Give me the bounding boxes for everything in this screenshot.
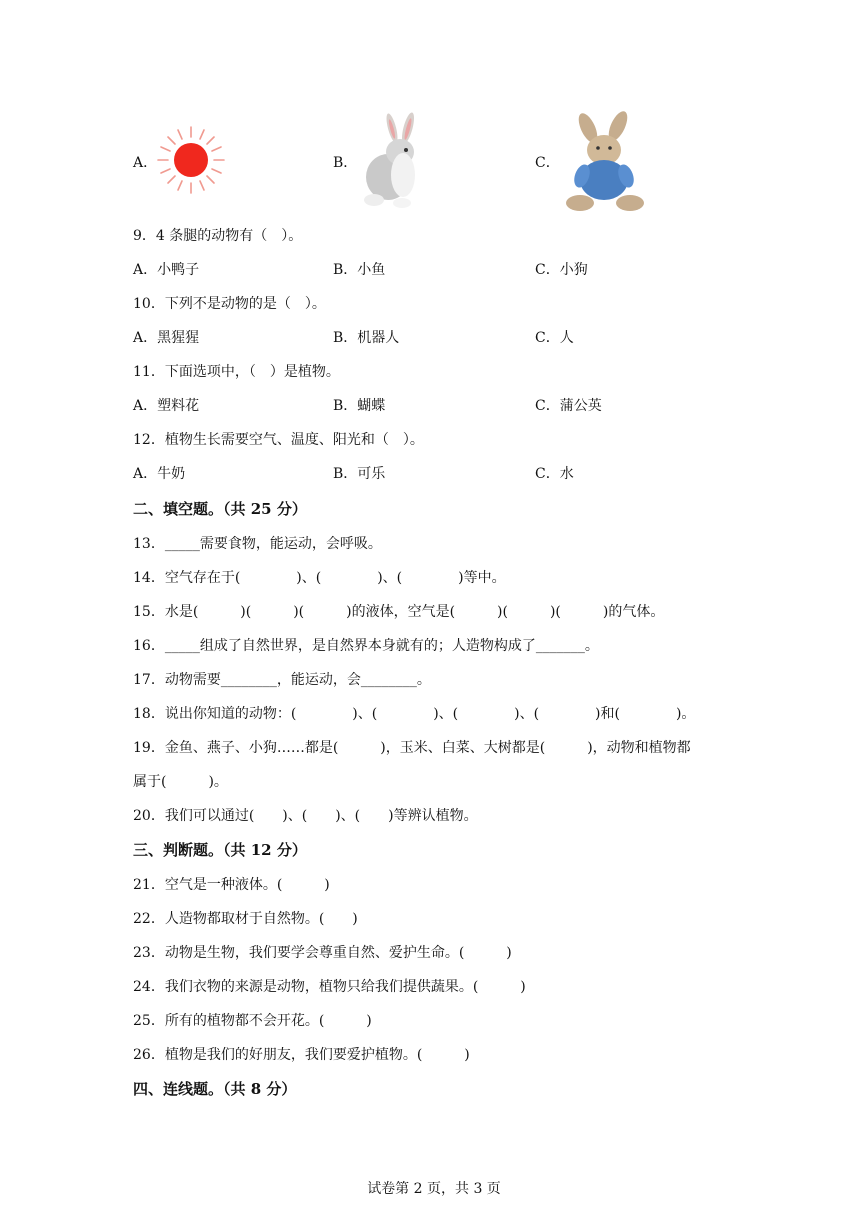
q11-option-b[interactable]: B．蝴蝶	[333, 398, 386, 414]
question-18: 18．说出你知道的动物：( )、( )、( )、( )和( )。	[133, 706, 696, 722]
question-19-line-2: 属于( )。	[133, 774, 228, 790]
question-15: 15．水是( )( )( )的液体，空气是( )( )( )的气体。	[133, 604, 665, 620]
option-c-label: C．	[535, 155, 560, 171]
option-b-label: B．	[333, 155, 358, 171]
toy-rabbit-icon	[558, 110, 653, 215]
sun-icon	[156, 125, 226, 195]
question-19-line-1: 19．金鱼、燕子、小狗……都是( )，玉米、白菜、大树都是( )，动物和植物都	[133, 740, 691, 756]
q11-option-a[interactable]: A．塑料花	[133, 398, 200, 414]
option-a-label: A．	[133, 155, 158, 171]
question-25: 25．所有的植物都不会开花。( )	[133, 1013, 372, 1029]
q12-option-a[interactable]: A．牛奶	[133, 466, 186, 482]
question-26: 26．植物是我们的好朋友，我们要爱护植物。( )	[133, 1047, 470, 1063]
question-13: 13．_____需要食物，能运动，会呼吸。	[133, 536, 382, 552]
question-17: 17．动物需要________，能运动，会________。	[133, 672, 431, 688]
question-21: 21．空气是一种液体。( )	[133, 877, 330, 893]
question-24: 24．我们衣物的来源是动物，植物只给我们提供蔬果。( )	[133, 979, 526, 995]
question-20: 20．我们可以通过( )、( )、( )等辨认植物。	[133, 808, 478, 824]
q10-option-c[interactable]: C．人	[535, 330, 574, 346]
page-footer: 试卷第 2 页，共 3 页	[367, 1181, 501, 1197]
q10-option-a[interactable]: A．黑猩猩	[133, 330, 200, 346]
question-11: 11．下面选项中，（ ）是植物。	[133, 364, 340, 380]
section-2-heading: 二、填空题。（共 25 分）	[133, 500, 307, 518]
section-4-heading: 四、连线题。（共 8 分）	[133, 1080, 297, 1098]
question-9: 9．4 条腿的动物有（ ）。	[133, 228, 303, 244]
q9-option-b[interactable]: B．小鱼	[333, 262, 386, 278]
q12-option-c[interactable]: C．水	[535, 466, 574, 482]
q11-option-c[interactable]: C．蒲公英	[535, 398, 602, 414]
question-10: 10．下列不是动物的是（ ）。	[133, 296, 326, 312]
q10-option-b[interactable]: B．机器人	[333, 330, 400, 346]
question-22: 22．人造物都取材于自然物。( )	[133, 911, 358, 927]
question-23: 23．动物是生物，我们要学会尊重自然、爱护生命。( )	[133, 945, 512, 961]
question-14: 14．空气存在于( )、( )、( )等中。	[133, 570, 506, 586]
question-16: 16．_____组成了自然世界，是自然界本身就有的；人造物构成了_______。	[133, 638, 599, 654]
q9-option-a[interactable]: A．小鸭子	[133, 262, 200, 278]
rabbit-icon	[358, 112, 428, 212]
q12-option-b[interactable]: B．可乐	[333, 466, 386, 482]
q9-option-c[interactable]: C．小狗	[535, 262, 588, 278]
question-12: 12．植物生长需要空气、温度、阳光和（ ）。	[133, 432, 424, 448]
section-3-heading: 三、判断题。（共 12 分）	[133, 841, 307, 859]
